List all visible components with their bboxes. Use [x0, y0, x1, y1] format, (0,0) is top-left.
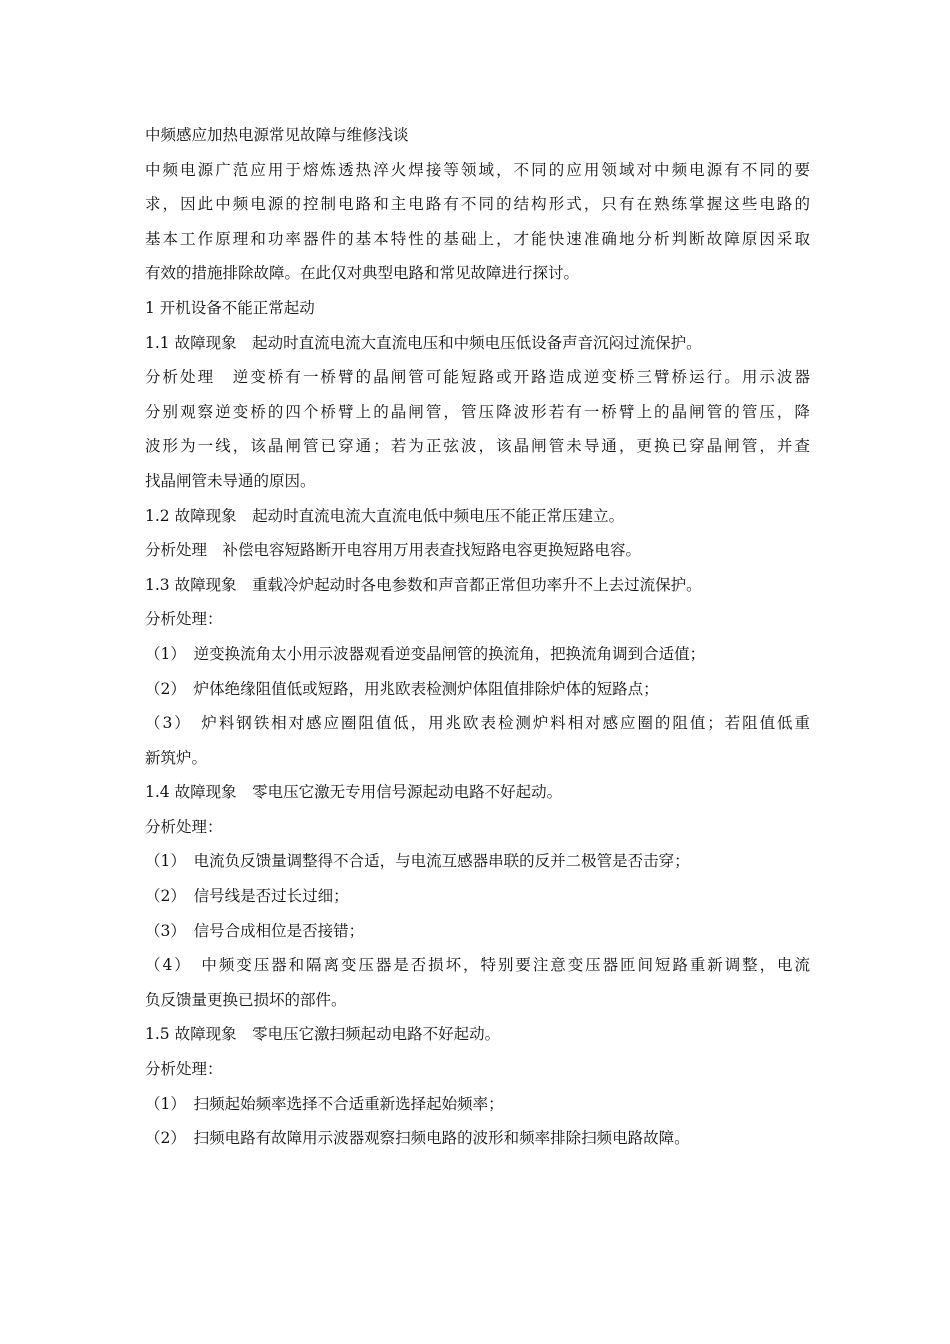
list-item: （3） 炉料钢铁相对感应圈阻值低，用兆欧表检测炉料相对感应圈的阻值；若阻值低重 — [145, 714, 810, 733]
list-item: （1） 逆变换流角太小用示波器观看逆变晶闸管的换流角，把换流角调到合适值； — [145, 644, 706, 663]
list-item-continuation: 新筑炉。 — [145, 748, 208, 767]
analysis-line: 分别观察逆变桥的四个桥臂上的晶闸管，管压降波形若有一桥臂上的晶闸管的管压，降 — [145, 402, 810, 421]
fault-phenomenon-1-5: 1.5 故障现象 零电压它激扫频起动电路不好起动。 — [145, 1025, 501, 1044]
analysis-line: 找晶闸管未导通的原因。 — [145, 471, 316, 490]
intro-line: 中频电源广范应用于熔炼透热淬火焊接等领域，不同的应用领域对中频电源有不同的要 — [145, 160, 810, 179]
fault-phenomenon-1-3: 1.3 故障现象 重载冷炉起动时各电参数和声音都正常但功率升不上去过流保护。 — [145, 575, 702, 594]
analysis-label: 分析处理： — [145, 1060, 223, 1079]
analysis-line: 分析处理 补偿电容短路断开电容用万用表查找短路电容更换短路电容。 — [145, 541, 642, 560]
list-item: （2） 信号线是否过长过细； — [145, 887, 349, 906]
list-item: （2） 炉体绝缘阻值低或短路，用兆欧表检测炉体阻值排除炉体的短路点； — [145, 679, 659, 698]
list-item: （1） 扫频起始频率选择不合适重新选择起始频率； — [145, 1094, 504, 1113]
intro-line: 有效的措施排除故障。在此仅对典型电路和常见故障进行探讨。 — [145, 264, 580, 283]
intro-line: 基本工作原理和功率器件的基本特性的基础上，才能快速准确地分析判断故障原因采取 — [145, 229, 810, 248]
list-item-continuation: 负反馈量更换已损坏的部件。 — [145, 990, 347, 1009]
analysis-line: 分析处理 逆变桥有一桥臂的晶闸管可能短路或开路造成逆变桥三臂桥运行。用示波器 — [145, 368, 810, 387]
list-item: （3） 信号合成相位是否接错； — [145, 921, 365, 940]
list-item: （1） 电流负反馈量调整得不合适，与电流互感器串联的反并二极管是否击穿； — [145, 852, 690, 871]
fault-phenomenon-1-4: 1.4 故障现象 零电压它激无专用信号源起动电路不好起动。 — [145, 783, 563, 802]
analysis-label: 分析处理： — [145, 610, 223, 629]
intro-line: 求，因此中频电源的控制电路和主电路有不同的结构形式，只有在熟练掌握这些电路的 — [145, 195, 810, 214]
fault-phenomenon-1-2: 1.2 故障现象 起动时直流电流大直流电低中频电压不能正常压建立。 — [145, 506, 625, 525]
analysis-label: 分析处理： — [145, 817, 223, 836]
list-item: （4） 中频变压器和隔离变压器是否损坏，特别要注意变压器匝间短路重新调整，电流 — [145, 956, 810, 975]
document-title: 中频感应加热电源常见故障与维修浅谈 — [145, 126, 409, 144]
analysis-line: 波形为一线，该晶闸管已穿通；若为正弦波，该晶闸管未导通，更换已穿晶闸管，并查 — [145, 437, 810, 456]
section-heading: 1 开机设备不能正常起动 — [145, 298, 315, 317]
fault-phenomenon-1-1: 1.1 故障现象 起动时直流电流大直流电压和中频电压低设备声音沉闷过流保护。 — [145, 333, 702, 352]
list-item: （2） 扫频电路有故障用示波器观察扫频电路的波形和频率排除扫频电路故障。 — [145, 1129, 690, 1148]
document-page — [145, 118, 810, 1156]
